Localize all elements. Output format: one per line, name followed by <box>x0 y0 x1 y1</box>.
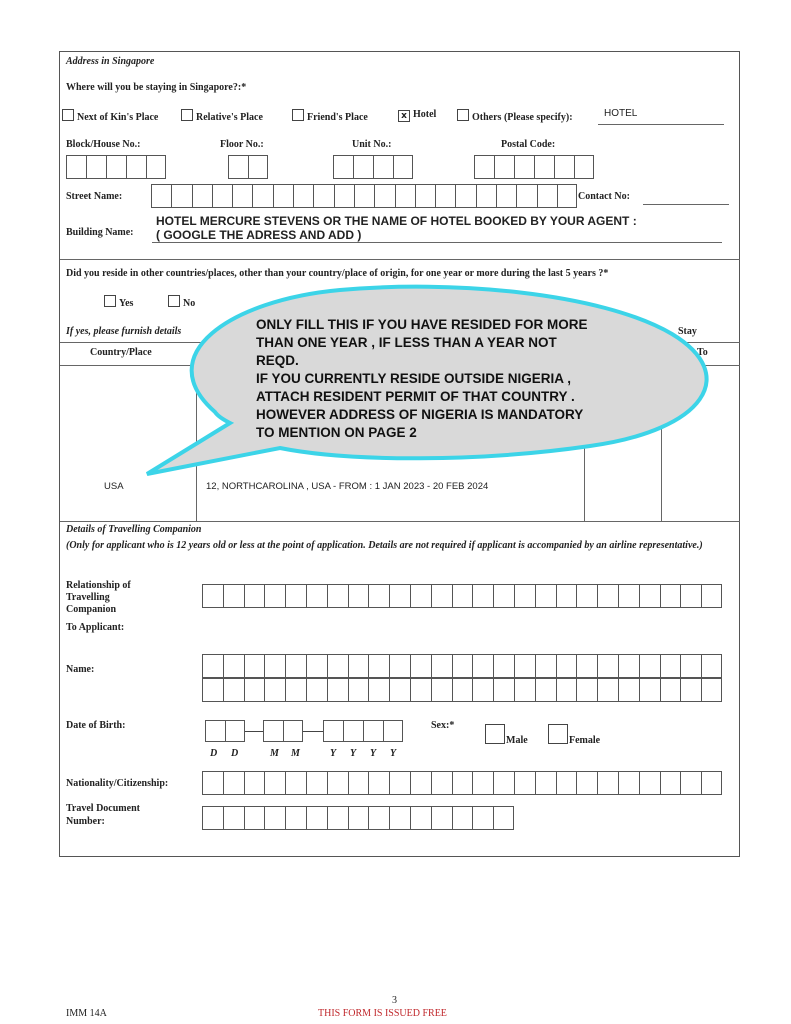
male-label: Male <box>506 735 528 746</box>
dob-day-boxes[interactable] <box>205 720 245 742</box>
callout-line-6: HOWEVER ADDRESS OF NIGERIA IS MANDATORY <box>256 407 584 422</box>
relationship-label-1: Relationship of <box>66 580 131 591</box>
free-notice: THIS FORM IS ISSUED FREE <box>318 1008 447 1019</box>
dob-format-d1: D <box>210 748 218 759</box>
reside-question: Did you reside in other countries/places, other than your country/place of origin, for one year or more during the last 5 years ?* <box>66 268 609 279</box>
dob-dash-1 <box>245 731 263 732</box>
travel-doc-label-1: Travel Document <box>66 803 140 814</box>
option-relative[interactable]: Relative's Place <box>181 109 263 123</box>
callout-line-3: REQD. <box>256 353 299 368</box>
nationality-boxes[interactable] <box>202 771 722 795</box>
sex-label: Sex:* <box>431 720 455 731</box>
form-code: IMM 14A <box>66 1008 107 1019</box>
companion-title: Details of Travelling Companion <box>66 524 202 535</box>
female-checkbox[interactable] <box>548 724 568 744</box>
name-label: Name: <box>66 664 95 675</box>
name-boxes-row-2[interactable] <box>202 678 722 702</box>
col-stay-header: Stay <box>678 326 697 337</box>
postal-label: Postal Code: <box>501 139 556 150</box>
hotel-checkbox[interactable]: x <box>398 110 410 122</box>
contact-label: Contact No: <box>578 191 630 202</box>
female-label: Female <box>569 735 601 746</box>
name-boxes-row-1[interactable] <box>202 654 722 678</box>
building-value-line1[interactable]: HOTEL MERCURE STEVENS OR THE NAME OF HOTEL BOOKED BY YOUR AGENT : <box>156 214 637 228</box>
dob-format-d2: D <box>231 748 239 759</box>
dob-format-y4: Y <box>390 748 397 759</box>
relationship-label-3: Companion <box>66 604 117 615</box>
address-section-title: Address in Singapore <box>66 56 155 67</box>
dob-format-y2: Y <box>350 748 357 759</box>
reside-no[interactable]: No <box>168 295 195 309</box>
callout-line-1: ONLY FILL THIS IF YOU HAVE RESIDED FOR MORE <box>256 317 588 332</box>
staying-question: Where will you be staying in Singapore?:* <box>66 82 247 93</box>
residence-row-address[interactable]: 12, NORTHCAROLINA , USA - FROM : 1 JAN 2023 - 20 FEB 2024 <box>206 481 489 492</box>
dob-label: Date of Birth: <box>66 720 126 731</box>
dob-year-boxes[interactable] <box>323 720 403 742</box>
building-value-line2[interactable]: ( GOOGLE THE ADRESS AND ADD ) <box>156 228 362 242</box>
building-label: Building Name: <box>66 227 134 238</box>
reside-yes[interactable]: Yes <box>104 295 133 309</box>
callout-line-4: IF YOU CURRENTLY RESIDE OUTSIDE NIGERIA , <box>256 371 572 386</box>
male-checkbox[interactable] <box>485 724 505 744</box>
others-value[interactable]: HOTEL <box>604 108 638 119</box>
col-to-header: To <box>697 347 708 358</box>
unit-label: Unit No.: <box>352 139 392 150</box>
floor-label: Floor No.: <box>220 139 264 150</box>
dob-format-y1: Y <box>330 748 337 759</box>
street-label: Street Name: <box>66 191 123 202</box>
page-number: 3 <box>392 995 397 1006</box>
dob-format-m2: M <box>291 748 300 759</box>
block-label: Block/House No.: <box>66 139 141 150</box>
col-country-header: Country/Place <box>90 347 152 358</box>
nationality-label: Nationality/Citizenship: <box>66 778 169 789</box>
callout-line-5: ATTACH RESIDENT PERMIT OF THAT COUNTRY . <box>256 389 575 404</box>
relationship-label-2: Travelling <box>66 592 110 603</box>
travel-doc-boxes[interactable] <box>202 806 514 830</box>
relationship-boxes[interactable] <box>202 584 722 608</box>
callout-line-2: THAN ONE YEAR , IF LESS THAN A YEAR NOT <box>256 335 557 350</box>
dob-dash-2 <box>303 731 323 732</box>
companion-note: (Only for applicant who is 12 years old or less at the point of application. Details are not required if applicant is accompanied by an airline representative.) <box>66 540 703 551</box>
furnish-label: If yes, please furnish details <box>66 326 182 337</box>
option-others[interactable]: Others (Please specify): <box>457 109 573 123</box>
residence-row-country[interactable]: USA <box>104 481 124 492</box>
dob-format-m1: M <box>270 748 279 759</box>
option-hotel[interactable]: x Hotel <box>398 109 436 122</box>
dob-month-boxes[interactable] <box>263 720 303 742</box>
relationship-label-4: To Applicant: <box>66 622 125 633</box>
travel-doc-label-2: Number: <box>66 816 105 827</box>
option-friend[interactable]: Friend's Place <box>292 109 368 123</box>
callout-line-7: TO MENTION ON PAGE 2 <box>256 425 417 440</box>
dob-format-y3: Y <box>370 748 377 759</box>
option-next-of-kin[interactable]: Next of Kin's Place <box>62 109 158 123</box>
